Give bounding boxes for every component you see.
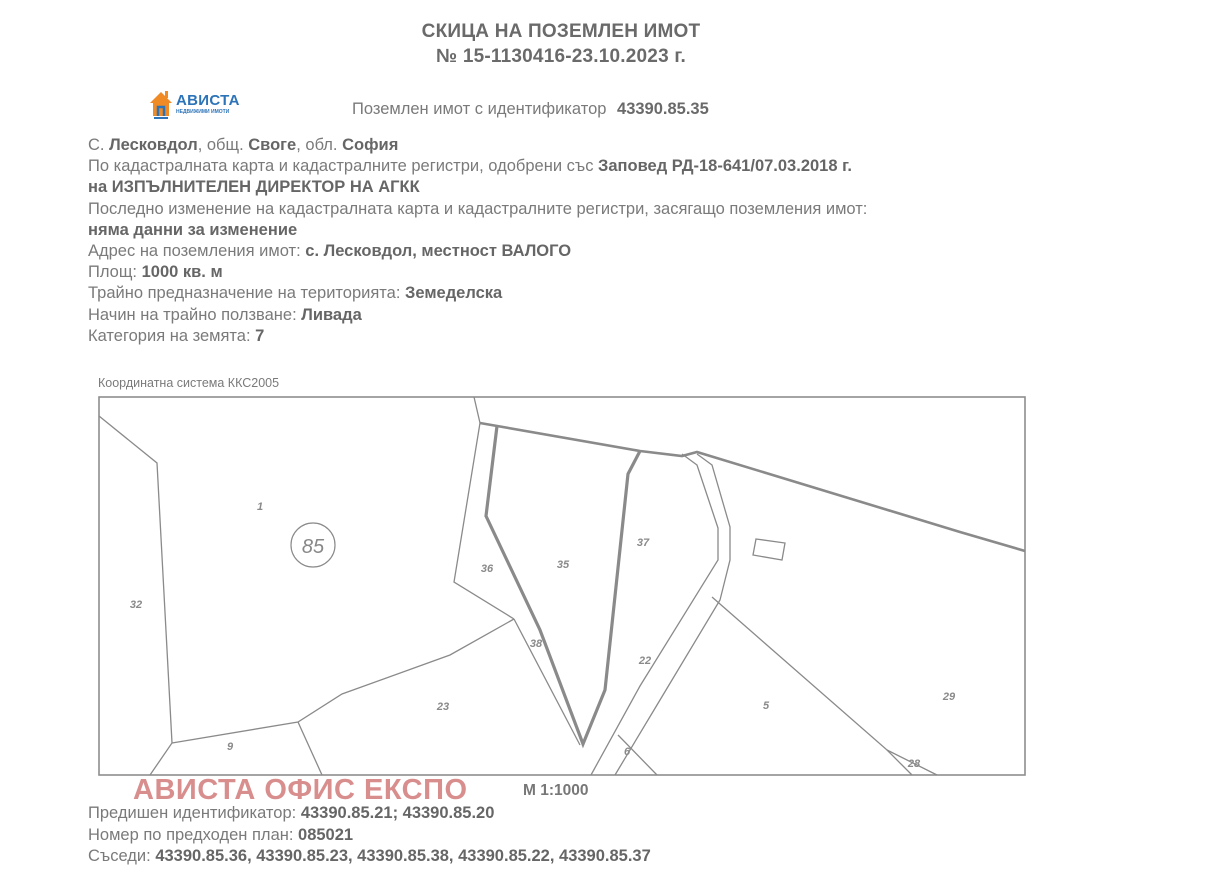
usage-label: Начин на трайно ползване: [88, 305, 297, 324]
address-label: Адрес на поземления имот: [88, 242, 301, 261]
last-change-text: няма данни за изменение [88, 220, 298, 239]
parcel-label-9: 9 [226, 741, 234, 753]
parcel-label-35: 35 [556, 559, 570, 571]
logo-name: АВИСТА [176, 92, 240, 109]
municipality-prefix: , общ. [197, 136, 244, 154]
approval-authority-text: на ИЗПЪЛНИТЕЛЕН ДИРЕКТОР НА АГКК [88, 178, 420, 197]
parcel-label-6: 6 [623, 746, 631, 758]
footer-info [88, 803, 651, 868]
previous-plan-value: 085021 [298, 825, 354, 844]
last-change-label: Последно изменение на кадастралната карта и кадастралните регистри, засягащо поземления имот: [88, 199, 868, 218]
neighbours-value: 43390.85.36, 43390.85.23, 43390.85.38, 43390.85.22, 43390.85.37 [155, 847, 651, 865]
parcel-label-36: 36 [480, 563, 494, 575]
parcel-label-23: 23 [436, 701, 450, 713]
village: Лесковдол [109, 136, 198, 154]
logo-subtitle: НЕДВИЖИМИ ИМОТИ [176, 109, 230, 115]
area-value: 1000 кв. м [141, 263, 223, 282]
area-label: Площ: [88, 263, 138, 282]
parcel-label-22: 22 [638, 655, 652, 667]
block-number: 85 [301, 536, 325, 558]
neighbours-label: Съседи: [88, 847, 151, 865]
usage-value: Ливада [301, 305, 362, 324]
previous-id-line [88, 803, 651, 825]
region-prefix: , обл. [296, 136, 338, 154]
coordinate-system: Координатна система ККС2005 [98, 376, 280, 390]
map-scale: М 1:1000 [523, 782, 589, 799]
previous-id-label: Предишен идентификатор: [88, 804, 297, 822]
category-label: Категория на земята: [88, 326, 251, 345]
previous-plan-line [88, 825, 651, 847]
parcel-label-29: 29 [942, 691, 956, 703]
document-number: № 15-1130416-23.10.2023 г. [435, 46, 687, 67]
address-value: с. Лесковдол, местност ВАЛОГО [305, 242, 572, 261]
parcel-label-28: 28 [907, 758, 921, 770]
previous-id-value: 43390.85.21; 43390.85.20 [300, 804, 495, 822]
document-title: СКИЦА НА ПОЗЕМЛЕН ИМОТ [421, 21, 701, 42]
municipality: Своге [248, 136, 297, 154]
parcel-label-38: 38 [529, 638, 543, 650]
category-value: 7 [255, 326, 265, 345]
purpose-value: Земеделска [405, 284, 503, 303]
parcel-label-37: 37 [636, 537, 650, 549]
parcel-label-5: 5 [762, 700, 770, 712]
identifier-label: Поземлен имот с идентификатор [352, 100, 607, 118]
purpose-label: Трайно предназначение на територията: [88, 284, 401, 303]
previous-plan-label: Номер по предходен план: [88, 825, 294, 844]
approval-text: По кадастралната карта и кадастралните регистри, одобрени със [88, 157, 594, 176]
village-prefix: С. [88, 136, 105, 154]
approval-order: Заповед РД-18-641/07.03.2018 г. [598, 157, 852, 176]
watermark: АВИСТА ОФИС ЕКСПО [133, 774, 468, 806]
neighbours-line [88, 846, 651, 868]
identifier-value: 43390.85.35 [617, 100, 709, 118]
region: София [342, 136, 399, 154]
parcel-label-32: 32 [129, 599, 143, 611]
parcel-label-1: 1 [256, 501, 264, 513]
